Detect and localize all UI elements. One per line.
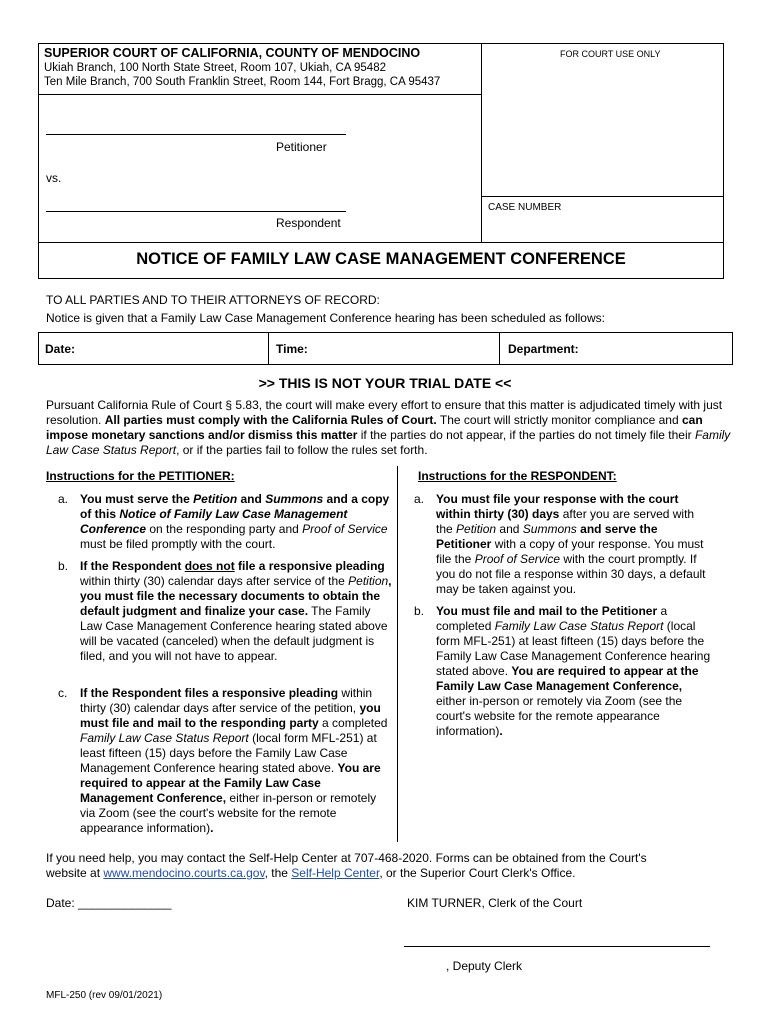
schedule-time-label[interactable]: Time: [276, 342, 308, 356]
rule-text-2: All parties must comply with the California Rules of Court. [104, 413, 437, 427]
intro-line-1: TO ALL PARTIES AND TO THEIR ATTORNEYS OF RECORD: [46, 293, 380, 307]
rb-t3: Family Law Case Status Report [494, 619, 664, 633]
pa-t7: on the responding party and [149, 522, 299, 536]
pc-t5: Family Law Case Status Report [80, 731, 249, 745]
pa-t4: Summons [265, 492, 324, 506]
pb-t2: does not [184, 559, 235, 573]
pc-t2: within thirty (30) calendar days after service of the petition, [80, 686, 373, 715]
pa-t9: must be filed promptly with the court. [80, 537, 276, 551]
intro-line-2: Notice is given that a Family Law Case Management Conference hearing has been scheduled as follows: [46, 311, 605, 325]
respondent-item-b [414, 604, 712, 739]
petitioner-label: Petitioner [276, 140, 327, 154]
petitioner-a-marker: a. [58, 492, 69, 506]
self-help-center-link[interactable]: Self-Help Center [291, 866, 380, 880]
rb-t4: (local form MFL-251) at least fifteen (15) days before the Family Law Case Management Conference hearing stated above. [436, 619, 711, 678]
court-branch-tenmile: Ten Mile Branch, 700 South Franklin Street, Room 144, Fort Bragg, CA 95437 [44, 76, 441, 88]
pc-t1: If the Respondent files a responsive pleading [80, 686, 339, 700]
pa-t5: and a copy of this [80, 492, 390, 521]
ra-t4: and [499, 522, 520, 536]
parties-box [38, 94, 482, 243]
help-text-2: , the [264, 866, 288, 880]
pa-t1: You must serve the [80, 492, 190, 506]
rule-text-6: Family Law Case Status Report [46, 428, 731, 457]
pc-t3: you must file and mail to the responding party [80, 701, 381, 730]
rule-text-4: can impose monetary sanctions and/or dismiss this matter [46, 413, 703, 442]
rb-t1: You must file and mail to the Petitioner [436, 604, 658, 618]
pc-t8: either in-person or remotely via Zoom (see the court's website for the remote appearance information) [80, 791, 377, 835]
ra-t5: Summons [522, 522, 577, 536]
not-trial-notice: >> THIS IS NOT YOUR TRIAL DATE << [258, 375, 512, 391]
rb-t7: . [499, 724, 503, 738]
schedule-table [38, 332, 733, 365]
court-branch-ukiah: Ukiah Branch, 100 North State Street, Room 107, Ukiah, CA 95482 [44, 62, 386, 74]
rb-t5: You are required to appear at the Family Law Case Management Conference, [436, 664, 699, 693]
court-use-label: FOR COURT USE ONLY [560, 49, 661, 59]
ra-t2: after you are served with the [436, 507, 695, 536]
footer-date-blank[interactable]: ______________ [78, 896, 172, 910]
clerk-name: KIM TURNER, Clerk of the Court [407, 896, 583, 910]
respondent-a-marker: a. [414, 492, 425, 506]
petitioner-line[interactable] [46, 134, 346, 135]
vs-label: vs. [46, 171, 62, 185]
pc-t4: a completed [322, 716, 388, 730]
respondent-heading: Instructions for the RESPONDENT: [418, 469, 617, 483]
help-text-3: , or the Superior Court Clerk's Office. [379, 866, 576, 880]
deputy-signature-line[interactable] [404, 946, 710, 947]
pb-t3: file a responsive pleading [238, 559, 385, 573]
form-id: MFL-250 (rev 09/01/2021) [46, 990, 163, 1001]
pa-t3: and [240, 492, 262, 506]
schedule-department-label[interactable]: Department: [508, 342, 579, 356]
pb-t6: , you must file the necessary documents to obtain the default judgment and finalize your case. [80, 574, 392, 618]
rb-t2: a completed [436, 604, 668, 633]
court-name: SUPERIOR COURT OF CALIFORNIA, COUNTY OF MENDOCINO [44, 46, 421, 60]
schedule-date-label[interactable]: Date: [45, 342, 76, 356]
case-number-label: CASE NUMBER [488, 202, 562, 213]
help-text-1: If you need help, you may contact the Self-Help Center at 707-468-2020. Forms can be obtained from the Court's website at [46, 851, 647, 880]
ra-t6: and serve the Petitioner [436, 522, 658, 551]
schedule-divider-1 [268, 332, 269, 365]
petitioner-item-c [58, 686, 394, 836]
petitioner-item-b [58, 559, 394, 664]
pb-t7: The Family Law Case Management Conference hearing stated above will be vacated (canceled) when the default judgment is filed, and you will not have to appear. [80, 604, 388, 663]
petitioner-c-marker: c. [58, 686, 68, 700]
pa-t6: Notice of Family Law Case Management Conference [80, 507, 348, 536]
pa-t2: Petition [193, 492, 238, 506]
rule-text-7: , or if the parties fail to follow the rules set forth. [176, 443, 428, 457]
petitioner-heading: Instructions for the PETITIONER: [46, 469, 235, 483]
respondent-line[interactable] [46, 211, 346, 212]
schedule-divider-2 [499, 332, 500, 365]
pb-t4: within thirty (30) calendar days after service of the [80, 574, 345, 588]
help-paragraph [46, 851, 686, 881]
ra-t1: You must file your response with the court within thirty (30) days [436, 492, 679, 521]
ra-t9: with the court promptly. If you do not file a response within 30 days, a default may be taken against you. [436, 552, 706, 596]
rule-text-3: The court will strictly monitor compliance and [439, 413, 679, 427]
court-use-box [481, 43, 724, 197]
page-title: NOTICE OF FAMILY LAW CASE MANAGEMENT CONFERENCE [136, 250, 626, 268]
petitioner-item-a [58, 492, 394, 552]
footer-date-label: Date: [46, 896, 75, 910]
petitioner-b-marker: b. [58, 559, 69, 573]
ra-t7: with a copy of your response. You must file the [436, 537, 704, 566]
rule-paragraph [46, 398, 731, 458]
rule-text-1: Pursuant California Rule of Court § 5.83, the court will make every effort to ensure that this matter is adjudicated timely with just resolution. [46, 398, 723, 427]
respondent-b-marker: b. [414, 604, 425, 618]
deputy-clerk-label: , Deputy Clerk [446, 959, 523, 973]
pb-t5: Petition [348, 574, 389, 588]
pc-t7: You are required to appear at the Family Law Case Management Conference, [80, 761, 381, 805]
respondent-item-a [414, 492, 712, 597]
rule-text-5: if the parties do not appear, if the parties do not timely file their [360, 428, 692, 442]
pb-t1: If the Respondent [80, 559, 182, 573]
column-divider [397, 466, 398, 842]
pa-t8: Proof of Service [302, 522, 388, 536]
footer-date[interactable] [46, 896, 171, 911]
pc-t9: . [210, 821, 214, 835]
pc-t6: (local form MFL-251) at least fifteen (15) days before the Family Law Case Management Conference hearing stated above. [80, 731, 377, 775]
ra-t8: Proof of Service [474, 552, 561, 566]
respondent-label: Respondent [276, 216, 341, 230]
court-website-link[interactable]: www.mendocino.courts.ca.gov [103, 866, 265, 880]
rb-t6: either in-person or remotely via Zoom (see the court's website for the remote appearance information) [436, 694, 683, 738]
ra-t3: Petition [456, 522, 497, 536]
